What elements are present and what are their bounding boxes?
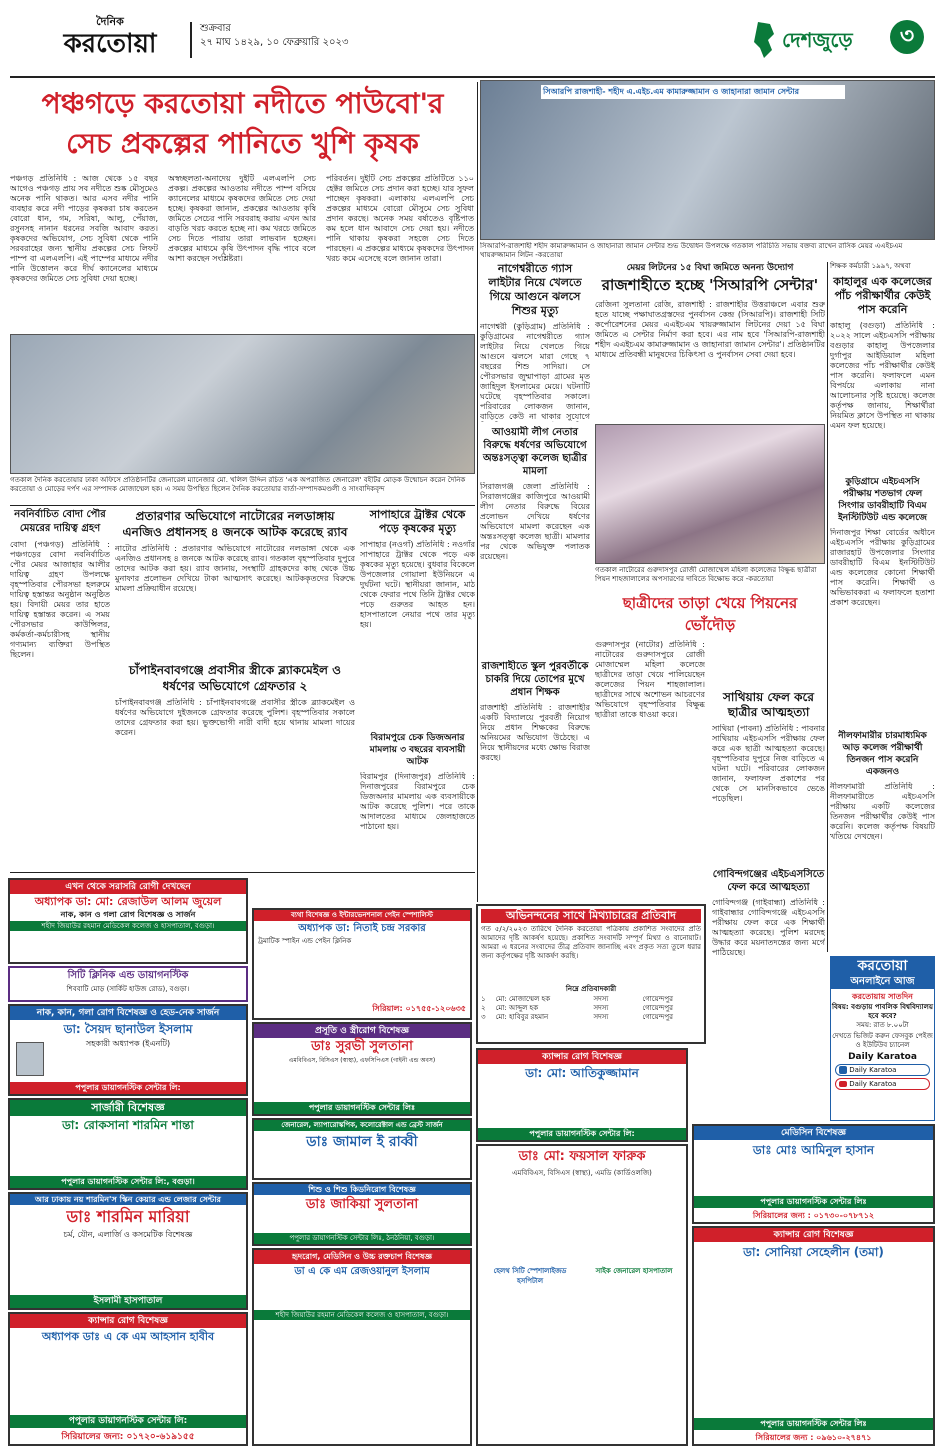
gas-body: নাগেশ্বরী (কুড়িগ্রাম) প্রতিনিধি : কুড়িগ্রামের নাগেশ্বরীতে গ্যাস লাইটার নিয়ে খেলতে গিয়ে আগুনে ঝলসে মারা গেছে ৭ বছরের শিশু সাদিয়া। সে পৌরসভার জুম্মাপাড়া গ্রামের মৃত জাহিদুল ইসলামের মেয়ে। ঘটনাটি ঘটেছে বৃহস্পতিবার সকালে। পরিবারের লোকজন জানান, বাড়িতে কেউ না থাকার সুযোগে bbox=[480, 322, 590, 421]
nilphamari-body: নীলফামারী প্রতিনিধি : নীলফামারীতে এইচএসসি পরীক্ষায় একটি কলেজের তিনজন পরীক্ষার্থীর কেউই পাস করেনি। কলেজ কর্তৃপক্ষ বিষয়টি খতিয়ে দেখছেন। bbox=[830, 782, 935, 841]
ad-specialty: চর্ম, যৌন, এলার্জি ও কসমেটিক বিশেষজ্ঞ bbox=[63, 1230, 193, 1239]
online-brand: Daily Karatoa bbox=[848, 1052, 917, 1062]
chapai-headline: চাঁপাইনবাবগঞ্জে প্রবাসীর স্ত্রীকে ব্ল্যাকমেইল ও ধর্ষণের অভিযোগে গ্রেফতার ২ bbox=[129, 663, 341, 693]
youtube-icon bbox=[839, 1081, 847, 1087]
protest-body: গত ৫/২/২০২৩ তারিখে দৈনিক করতোয়া পত্রিকায় প্রকাশিত সংবাদের প্রতি আমাদের দৃষ্টি আকর্ষণ হয়েছে। প্রকাশিত সংবাদটি সম্পূর্ণ মিথ্যা ও বানোয়াট। আমরা এ ধরনের সংবাদের তীব্র প্রতিবাদ জানাচ্ছি এবং প্রকৃত সত্য তুলে ধরার জন্য কর্তৃপক্ষের দৃষ্টি আকর্ষণ করছি। bbox=[481, 925, 701, 960]
ad-phone: সিরিয়ালের জন্য : ০১৭৩০-০৭৮৭১২ bbox=[752, 1211, 875, 1220]
ad-header: জেনারেল, ল্যাপারোস্কপিক, কলোরেক্টাল এন্ড ব্রেস্ট সার্জন bbox=[254, 1120, 470, 1131]
ad-doctor-name: অধ্যাপক ডা: নিতাই চন্দ্র সরকার bbox=[298, 923, 426, 934]
ad-doctor-name: ডা: সৈয়দ ছানাউল ইসলাম bbox=[63, 1022, 193, 1036]
chapai-story bbox=[115, 662, 355, 842]
online-show: করতোয়ায় সাতদিন bbox=[852, 992, 913, 1001]
facebook-icon bbox=[839, 1066, 847, 1074]
ad-degrees: এমবিবিএস, বিসিএস (স্বাস্থ্য), এমডি (কার্ডিওলজি) bbox=[512, 1169, 652, 1177]
teacher-story bbox=[480, 660, 590, 900]
lead-story bbox=[10, 84, 475, 330]
ad-dr-ahsan bbox=[8, 1312, 248, 1446]
ad-dr-aminul bbox=[692, 1124, 935, 1224]
lead-headline-1: পঞ্চগড়ে করতোয়া নদীতে পাউবো'র bbox=[41, 87, 444, 120]
kurigram-story bbox=[830, 476, 935, 726]
table-cell-name: মো: আব্দুল হক bbox=[495, 1004, 539, 1012]
ad-center: পপুলার ডায়াগনস্টিক সেন্টার লি:, বগুড়া। bbox=[10, 1176, 246, 1188]
facebook-link[interactable]: Daily Karatoa bbox=[835, 1064, 930, 1076]
book-launch-caption: গতকাল দৈনিক করতোয়ার ঢাকা অফিসে প্রতিষ্ঠানটির জেনারেল ম্যানেজার মো. খলিল উদ্দিন রচিত 'এক অপরাজিত জেনারেল' বইটির মোড়ক উন্মোচন করেন দৈনিক করতোয়া ও মোড়ের দর্পণ এর সম্পাদক মোজাম্মেল হক। এ সময় উপস্থিত ছিলেন দৈনিক করতোয়ার বার্তা-সম্পাদকমণ্ডলী ও সাংবাদিকবৃন্দ bbox=[10, 476, 466, 493]
ad-doctor-name: অধ্যাপক ডা: মো: রেজাউল আলম জুয়েল bbox=[34, 895, 222, 908]
lead-headline-2: সেচ প্রকল্পের পানিতে খুশি কৃষক bbox=[66, 127, 419, 160]
table-cell-name: মো: হাবিবুর রহমান bbox=[495, 1013, 549, 1021]
ad-dr-faisal bbox=[476, 1144, 688, 1446]
sathia-body: সাথিয়া (পাবনা) প্রতিনিধি : পাবনার সাথিয়ায় এইচএসসি পরীক্ষায় ফেল করে এক ছাত্রী আত্মহত্যা করেছে। বৃহস্পতিবার দুপুরে নিজ বাড়িতে এ ঘটনা ঘটে। পরিবারের লোকজন জানান, ফলাফল প্রকাশের পর থেকে সে মানসিকভাবে ভেঙে পড়েছিল। bbox=[712, 724, 825, 803]
ngo-headline: প্রতারণার অভিযোগে নাটোরের নলডাঙ্গায় এনজিও প্রধানসহ ৪ জনকে আটক করেছে র‌্যাব bbox=[122, 509, 348, 539]
table-cell-name: মো: মোজাম্মেল হক bbox=[495, 995, 551, 1003]
mayor-headline: নবনির্বাচিত বোদা পৌর মেয়রের দায়িত্ব গ্রহণ bbox=[14, 509, 106, 534]
ad-doctor-photo bbox=[16, 1042, 44, 1076]
ad-doctor-name: ডাঃ মো: ফয়সাল ফারুক bbox=[518, 1149, 646, 1164]
gobindo-headline: গোবিন্দগঞ্জের এইচএসসিতে ফেল করে আত্মহত্যা bbox=[712, 869, 825, 893]
ad-city-clinic bbox=[8, 966, 248, 1002]
section-badge bbox=[750, 18, 930, 62]
ad-place: শহীদ জিয়াউর রহমান মেডিকেল কলেজ ও হাসপাতাল, বগুড়া। bbox=[254, 1310, 470, 1320]
table-cell-no: ১ bbox=[481, 995, 486, 1003]
ad-dr-sharmin bbox=[8, 1192, 248, 1310]
online-time: সময়: রাত ৮.০০টা bbox=[856, 1021, 909, 1029]
ad-clinic-name: সিটি ক্লিনিক এন্ড ডায়াগনস্টিক bbox=[67, 970, 189, 981]
kahalu-credit: শিক্ষক কর্মচারী ১৯৯৭, অথবা bbox=[830, 262, 911, 270]
table-row bbox=[481, 1004, 701, 1013]
ad-dr-atiquz bbox=[476, 1048, 688, 1142]
kurigram-body: দিনাজপুর শিক্ষা বোর্ডের অধীনে এইচএসসি পরীক্ষায় কুড়িগ্রামের রাজারহাট উপজেলার সিংগার ডাবরীহাটি বিএম ইনস্টিটিউট এন্ড কলেজের কোনো শিক্ষার্থী পাস করেনি। শিক্ষার্থী ও অভিভাবকরা এ ফলাফলে হতাশা প্রকাশ করেছেন। bbox=[830, 528, 935, 607]
ad-dr-jamal bbox=[252, 1118, 472, 1180]
protest-photo bbox=[595, 424, 825, 564]
tractor-body: সাপাহার (নওগাঁ) প্রতিনিধি : নওগাঁর সাপাহারে ট্রাক্টর থেকে পড়ে এক কৃষকের মৃত্যু হয়েছে। বুধবার বিকেলে উপজেলার গোয়ালা ইউনিয়নে এ দুর্ঘটনা ঘটে। স্থানীয়রা জানান, মাঠ থেকে ফেরার পথে তিনি ট্রাক্টর থেকে পড়ে গুরুতর আহত হন। হাসপাতালে নেয়ার পথে তার মৃত্যু হয়। bbox=[360, 540, 475, 629]
ad-header: আর ঢাকায় নয় শারমিন'স স্কিন কেয়ার এন্ড লেজার সেন্টার bbox=[10, 1194, 246, 1205]
date-block bbox=[200, 22, 500, 62]
youtube-link[interactable]: Daily Karatoa bbox=[835, 1078, 930, 1090]
ad-header: ব্যথা বিশেষজ্ঞ ও ইন্টারভেনশনাল পেইন স্পেশালিস্ট bbox=[254, 910, 470, 921]
ad-doctor-name: ডাঃ মোঃ আমিনুল হাসান bbox=[752, 1143, 875, 1157]
ad-doctor-name: ডাঃ জাকিয়া সুলতানা bbox=[305, 1197, 419, 1212]
gas-headline: নাগেশ্বরীতে গ্যাস লাইটার নিয়ে খেলতে গিয়ে আগুনে ঝলসে শিশুর মৃত্যু bbox=[488, 262, 582, 317]
table-cell-role: সদস্য bbox=[593, 995, 609, 1003]
ad-header: শিশু ও শিশু কিডনিরোগ বিশেষজ্ঞ bbox=[254, 1184, 470, 1195]
logo bbox=[40, 16, 180, 66]
birampur-body: বিরামপুর (দিনাজপুর) প্রতিনিধি : দিনাজপুরের বিরামপুরে চেক ডিজঅনার মামলায় এক ব্যবসায়ীকে আটক করেছে পুলিশ। পরে তাকে আদালতের মাধ্যমে জেলহাজতে পাঠানো হয়। bbox=[360, 772, 475, 831]
logo-small: দৈনিক bbox=[96, 15, 124, 28]
ad-doctor-name: ডা এ কে এম রেজওয়ানুল ইসলাম bbox=[294, 1266, 430, 1277]
ad-dr-sanaul bbox=[8, 1004, 248, 1096]
ad-specialty: নাক, কান ও গলা রোগ বিশেষজ্ঞ ও সার্জন bbox=[60, 910, 196, 919]
awami-headline: আওয়ামী লীগ নেতার বিরুদ্ধে ধর্ষণের অভিযোগে অন্তঃসত্ত্বা কলেজ ছাত্রীর মামলা bbox=[482, 427, 588, 477]
crp-story bbox=[595, 262, 825, 422]
ad-header: ক্যান্সার রোগ বিশেষজ্ঞ bbox=[694, 1228, 933, 1242]
table-cell-place: গোয়েন্দপুর bbox=[642, 1004, 673, 1012]
ad-degrees: এমবিবিএস, বিসিএস (স্বাস্থ্য), এফসিপিএস (গাইনী এন্ড অবস) bbox=[288, 1057, 436, 1064]
photo-caption: সিআরপি-রাজশাহী শহীদ কামারুজ্জামান ও জাহানারা জামান সেন্টার শুভ উদ্বোধন উপলক্ষে গতকাল পরিচিতি সভায় বক্তব্য রাখেন রাসিক মেয়র এএইচএম খায়রুজ্জামান লিটন -করতোয়া bbox=[480, 242, 903, 259]
ad-center: পপুলার ডায়াগনস্টিক সেন্টার লিঃ, ঠনঠনিয়া, বগুড়া। bbox=[254, 1233, 470, 1244]
ad-dr-zakia bbox=[252, 1182, 472, 1246]
page-number: ৩ bbox=[890, 20, 924, 54]
lead-col-3: পরিবর্তন। দুইটি সেচ প্রকল্পের প্রতিটিতে ১১০ হেক্টর জমিতে সেচ প্রদান করা হচ্ছে। যার সুফল পাচ্ছেন কৃষকরা। এলাকায় এলএলপি সেচ প্রকল্পের মাধ্যমে বোরো মৌসুমে সেচ সুবিধা প্রদান করছে। অনেক সময় বর্ষাতেও বৃষ্টিপাত কম হলে ধান আবাদে সেচ দেয়া হয়। নদীতে পানি থাকায় কৃষকরা সহজে সেচ দিতে পারছেন। এ প্রকল্পের মাধ্যমে কৃষকদের উৎপাদন খরচ কমে এসেছে বলে জানান তারা। bbox=[326, 174, 474, 263]
gas-story bbox=[480, 262, 590, 422]
ad-center: পপুলার ডায়াগনস্টিক সেন্টার লিঃ bbox=[694, 1418, 933, 1430]
awami-body: সিরাজগঞ্জ জেলা প্রতিনিধি : সিরাজগঞ্জের কাজিপুরে আওয়ামী লীগ নেতার বিরুদ্ধে বিয়ের প্রলোভন দেখিয়ে ধর্ষণের অভিযোগে মামলা করেছেন এক অন্তঃসত্ত্বা কলেজ ছাত্রী। মামলার পর থেকে অভিযুক্ত পলাতক রয়েছেন। bbox=[480, 482, 590, 561]
ad-dr-surovi bbox=[252, 1022, 472, 1116]
kurigram-headline: কুড়িগ্রামে এইচএসসি পরীক্ষায় শতভাগ ফেল সিংগার ডাবরীহাটি বিএম ইনস্টিটিউট এন্ড কলেজে bbox=[838, 477, 927, 523]
awami-story bbox=[480, 426, 590, 656]
mayor-body: বোদা (পঞ্চগড়) প্রতিনিধি : পঞ্চগড়ের বোদা নবনির্বাচিত পৌর মেয়র আজাহার আলীর দায়িত্ব গ্রহণ উপলক্ষে বৃহস্পতিবার পৌরসভা হলরুমে দায়িত্ব হস্তান্তর অনুষ্ঠান অনুষ্ঠিত হয়। বিদায়ী মেয়র তার হাতে দায়িত্ব হস্তান্তর করেন। এ সময় পৌরসভার কাউন্সিলর, কর্মকর্তা-কর্মচারীসহ স্থানীয় গণ্যমান্য ব্যক্তিরা উপস্থিত ছিলেন। bbox=[10, 540, 110, 659]
chapai-body: চাঁপাইনবাবগঞ্জ প্রতিনিধি : চাঁপাইনবাবগঞ্জে প্রবাসীর স্ত্রীকে ব্ল্যাকমেইল ও ধর্ষণের অভিযোগে দুইজনকে গ্রেফতার করেছে পুলিশ। বৃহস্পতিবার সকালে তাদের গ্রেফতার করা হয়। ভুক্তভোগী নারী বাদী হয়ে থানায় মামলা দায়ের করেন। bbox=[115, 698, 355, 737]
ad-dr-roksana bbox=[8, 1098, 248, 1190]
ad-dr-rezwanul bbox=[252, 1248, 472, 1446]
crp-headline: রাজশাহীতে হচ্ছে 'সিআরপি সেন্টার' bbox=[601, 276, 819, 294]
section-title: দেশজুড়ে bbox=[782, 28, 853, 52]
ad-doctor-name: ডা: মো: আতিকুজ্জামান bbox=[525, 1066, 639, 1080]
ad-dr-nitai bbox=[252, 908, 472, 1020]
ad-center: পপুলার ডায়াগনস্টিক সেন্টার লি: bbox=[478, 1128, 686, 1140]
ad-header: মেডিসিন বিশেষজ্ঞ bbox=[694, 1126, 933, 1140]
ad-header: নাক, কান, গলা রোগ বিশেষজ্ঞ ও হেড-নেক সার্জন bbox=[10, 1006, 246, 1020]
ad-phone: সিরিয়ালের জন্য : ০৯৬১০-২৭৪৭১ bbox=[755, 1433, 872, 1442]
online-box bbox=[830, 956, 935, 1121]
date: ২৭ মাঘ ১৪২৯, ১০ ফেব্রুয়ারি ২০২৩ bbox=[200, 37, 349, 48]
protest-photo-caption: গতকাল নাটোরের গুরুদাসপুর রোজী মোজাম্মেল মহিলা কলেজের বিক্ষুব্ধ ছাত্রীরা পিয়ন শাহজালালের অপসারণের দাবিতে বিক্ষোভ করে -করতোয়া bbox=[595, 566, 817, 583]
ad-dr-rezaul bbox=[8, 878, 248, 964]
lead-col-1: পঞ্চগড় প্রতিনিধি : আজ থেকে ১৫ বছর আগেও পঞ্চগড় প্রায় সব নদীতে শুষ্ক মৌসুমেও অনেক পানি থাকত। আর এসব নদীর পানি ব্যবহার করে নদী পাড়ের কৃষকরা চাষ করতেন বোরো ধান, গম, সরিষা, আলু, পেঁয়াজ, রসুনসহ নানান ধরনের সবজি আবাদ করত। কৃষকদের অভিযোগ, সেচ সুবিধা থেকে পানি সরবরাহের জন্য স্থানীয় প্রকল্পের সেচ লিফট পাম্প বা এলএলপি। এই পাম্পের মাধ্যমে নদীর পানি উত্তোলন করে দীর্ঘ ক্যানেলের মাধ্যমে কৃষকদের জমিতে সেচ সুবিধা দেয়া হচ্ছে। bbox=[10, 174, 158, 283]
tractor-headline: সাপাহারে ট্রাক্টর থেকে পড়ে কৃষকের মৃত্যু bbox=[369, 508, 466, 535]
ad-center: পপুলার ডায়াগনস্টিক সেন্টার লি: bbox=[10, 1415, 246, 1428]
table-cell-place: গোয়েন্দপুর bbox=[642, 995, 673, 1003]
ad-dr-sonia bbox=[692, 1226, 935, 1446]
ad-header: প্রসূতি ও স্ত্রীরোগ বিশেষজ্ঞ bbox=[254, 1024, 470, 1038]
ad-title: সহকারী অধ্যাপক (ইএনটি) bbox=[85, 1039, 171, 1048]
ad-header: সার্জারী বিশেষজ্ঞ bbox=[10, 1100, 246, 1116]
table-cell-place: গোয়েন্দপুর bbox=[642, 1013, 673, 1021]
mayor-story bbox=[10, 508, 110, 868]
lead-col-2: অস্বচ্ছলতা-অনাদেয় দুইটি এলএলপি সেচ প্রকল্প। প্রকল্পের আওতায় নদীতে পাম্প বসিয়ে ক্যানেলের মাধ্যমে কৃষকদের জমিতে সেচ দেয়া হচ্ছে। কৃষকরা জানান, প্রকল্পের আওতায় কৃষি জমিতে সেচের পানি সরবরাহ করায় এখন আর বাড়তি খরচ করতে হচ্ছে না। কম খরচে জমিতে সেচ দিতে পারায় তারা লাভবান হচ্ছেন। প্রকল্পের মাধ্যমে কৃষি উৎপাদন বৃদ্ধি পাবে বলে আশা করছেন সংশ্লিষ্টরা। bbox=[168, 174, 316, 263]
sathia-headline: সাথিয়ায় ফেল করে ছাত্রীর আত্মহত্যা bbox=[723, 690, 814, 719]
ad-phone: সিরিয়াল: ০১৭৫৫-১২০৬৩৫ bbox=[372, 1004, 466, 1013]
table-cell-no: ২ bbox=[481, 1004, 486, 1012]
kahalu-story bbox=[830, 262, 935, 472]
ad-footer: ইসলামী হাসপাতাল bbox=[10, 1295, 246, 1308]
ad-center: ট্রমাটিক স্পাইন এন্ড পেইন ক্লিনিক bbox=[258, 937, 352, 945]
ad-doctor-name: ডাঃ শারমিন মারিয়া bbox=[66, 1207, 190, 1226]
kahalu-body: কাহালু (বগুড়া) প্রতিনিধি : ২০২২ সালে এইচএসসি পরীক্ষায় বগুড়ার কাহালু উপজেলার দুর্গাপুর আইডিয়াল মহিলা কলেজের পাঁচ পরীক্ষার্থীর কেউই পাস করেনি। ফলাফলে এমন বিপর্যয়ে এলাকায় নানা আলোচনার সৃষ্টি হয়েছে। কলেজ কর্তৃপক্ষ জানায়, শিক্ষার্থীরা নিয়মিত ক্লাসে উপস্থিত না থাকায় এমন ফল হয়েছে। bbox=[830, 321, 935, 430]
event-photo bbox=[480, 80, 935, 240]
top-photo-block bbox=[480, 80, 935, 260]
ad-header: ক্যান্সার রোগ বিশেষজ্ঞ bbox=[10, 1314, 246, 1328]
ad-place: শহীদ জিয়াউর রহমান মেডিকেল কলেজ ও হাসপাতাল, বগুড়া। bbox=[10, 921, 246, 931]
kahalu-headline: কাহালুর এক কলেজের পাঁচ পরীক্ষার্থীর কেউই পাস করেনি bbox=[833, 275, 932, 316]
table-cell-role: সদস্য bbox=[593, 1004, 609, 1012]
ad-phone: সিরিয়ালের জন্য: ০১৭২০-৬১৯১৫৫ bbox=[61, 1432, 195, 1442]
ad-header: হৃদরোগ, মেডিসিন ও উচ্চ রক্তচাপ বিশেষজ্ঞ bbox=[254, 1250, 470, 1264]
ad-doctor-name: ডাঃ সুরভী সুলতানা bbox=[311, 1039, 413, 1054]
ad-doctor-name: অধ্যাপক ডাঃ এ কে এম আহসান হাবীব bbox=[41, 1330, 215, 1343]
birampur-headline: বিরামপুরে চেক ডিজঅনার মামলায় ৩ বছরের ব্যবসায়ী আটক bbox=[369, 733, 466, 767]
weekday: শুক্রবার bbox=[200, 23, 231, 34]
peon-headline: ছাত্রীদের তাড়া খেয়ে পিয়নের ভোঁদৌড় bbox=[622, 594, 798, 634]
ad-header: ক্যান্সার রোগ বিশেষজ্ঞ bbox=[478, 1050, 686, 1064]
online-topic: বিষয়: বগুড়ায় পাবলিক বিশ্ববিদ্যালয় হবে কবে? bbox=[832, 1003, 933, 1020]
masthead bbox=[0, 0, 945, 80]
gobindo-body: গোবিন্দগঞ্জ (গাইবান্ধা) প্রতিনিধি : গাইবান্ধার গোবিন্দগঞ্জে এইচএসসি পরীক্ষায় ফেল করে এক শিক্ষার্থী আত্মহত্যা করেছে। পুলিশ মরদেহ উদ্ধার করে ময়নাতদন্তের জন্য মর্গে পাঠিয়েছে। bbox=[712, 898, 825, 957]
online-subtitle: অনলাইনে আজ bbox=[831, 975, 934, 989]
protest-table bbox=[481, 995, 701, 1022]
banner-title: সিআরপি রাজশাহী- শহীদ এ.এইচ.এম কামারুজ্জামান ও জাহানারা জামান সেন্টার bbox=[541, 85, 845, 99]
nilphamari-headline: নীলফামারীর চারমাধ্যমিক আড় কলেজ পরীক্ষার্থী তিনজন পাস করেনি একজনও bbox=[838, 731, 927, 777]
protest-notice bbox=[476, 904, 706, 1044]
tractor-story bbox=[360, 508, 475, 728]
gobindo-story bbox=[712, 868, 825, 1038]
ad-doctor-name: ডাঃ জামাল ই রাব্বী bbox=[306, 1134, 418, 1150]
ngo-body: নাটোর প্রতিনিধি : প্রতারণার অভিযোগে নাটোরের নলডাঙ্গা থেকে এক এনজিও প্রধানসহ ৪ জনকে আটক করেছে র‌্যাব। গতকাল বৃহস্পতিবার দুপুরে তাদের আটক করা হয়। র‌্যাব জানায়, সংস্থাটি গ্রাহকদের কাছ থেকে উচ্চ মুনাফার প্রলোভন দেখিয়ে টাকা আত্মসাৎ করেছে। আটককৃতদের বিরুদ্ধে মামলা প্রক্রিয়াধীন রয়েছে। bbox=[115, 544, 355, 593]
online-note: দেখতে ভিজিট করুন ফেসবুক পেইজ ও ইউটিউব চ্যানেল bbox=[832, 1032, 933, 1049]
sathia-story bbox=[712, 690, 825, 860]
teacher-body: রাজশাহী প্রতিনিধি : রাজশাহীর একটি বিদ্যালয়ে পুরবর্তী নিয়োগ নিয়ে প্রধান শিক্ষকের বিরুদ্ধে অনিয়মের অভিযোগ উঠেছে। এ নিয়ে স্থানীয়দের মধ্যে ক্ষোভ বিরাজ করছে। bbox=[480, 703, 590, 762]
table-row bbox=[481, 995, 701, 1004]
ad-hospital-left: হেলথ সিটি স্পেশালাইজড হসপিটাল bbox=[493, 1267, 567, 1285]
birampur-story bbox=[360, 732, 475, 902]
ngo-story bbox=[115, 508, 355, 658]
ad-doctor-name: ডা: সোনিয়া সেহেলীন (তমা) bbox=[743, 1245, 884, 1259]
ad-center: পপুলার ডায়াগনস্টিক সেন্টার লিঃ bbox=[254, 1102, 470, 1114]
crp-body: রেজিনা সুলতানা রেজি, রাজশাহী : রাজশাহীর উত্তরাঞ্চলে এবার শুরু হতে যাচ্ছে পক্ষাঘাতগ্রস্তদের পুনর্বাসন কেন্দ্র (সিআরপি)। রাজশাহী সিটি কর্পোরেশনের মেয়র এএইচএম খায়রুজ্জামান লিটনের দেয়া ১৫ বিঘা জমিতে এ সেন্টার নির্মাণ করা হবে। এর নাম হবে 'সিআরপি-রাজশাহী শহীদ এএইচএম কামারুজ্জামান ও জাহানারা জামান সেন্টার'। প্রতিষ্ঠানটির মাধ্যমে প্রতিবন্ধী মানুষদের চিকিৎসা ও পুনর্বাসন সেবা দেয়া হবে। bbox=[595, 300, 825, 359]
book-launch-photo bbox=[10, 334, 475, 474]
logo-main: করতোয়া bbox=[63, 29, 157, 59]
protest-headline: অভিনন্দনের সাথে মিথ্যাচারের প্রতিবাদ bbox=[481, 909, 701, 923]
bangladesh-map-icon bbox=[750, 20, 778, 60]
ad-hospital-right: সাইক জেনারেল হাসপাতাল bbox=[595, 1267, 673, 1275]
ad-header: এখন থেকে সরাসরি রোগী দেখছেন bbox=[10, 880, 246, 894]
teacher-headline: রাজশাহীতে স্কুল পুরবর্তীকে চাকরি দিয়ে তোপের মুখে প্রধান শিক্ষক bbox=[481, 661, 589, 698]
table-cell-no: ৩ bbox=[481, 1013, 486, 1021]
nilphamari-story bbox=[830, 730, 935, 950]
table-cell-role: সদস্য bbox=[593, 1013, 609, 1021]
table-row bbox=[481, 1013, 701, 1022]
ad-center: পপুলার ডায়াগনস্টিক সেন্টার লি: bbox=[10, 1082, 246, 1094]
protest-table-title: নিম্নে প্রতিবাদকারী bbox=[565, 985, 617, 993]
ad-doctor-name: ডা: রোকসানা শারমিন শান্তা bbox=[62, 1118, 194, 1132]
peon-body: গুরুদাসপুর (নাটোর) প্রতিনিধি : নাটোরের গুরুদাসপুরে রোজী মোজাম্মেল মহিলা কলেজে ছাত্রীদের তাড়া খেয়ে পালিয়েছেন কলেজের পিয়ন শাহজালাল। ছাত্রীদের সাথে অশোভন আচরণের অভিযোগে বৃহস্পতিবার বিক্ষুব্ধ ছাত্রীরা তাকে ধাওয়া করে। bbox=[595, 640, 705, 719]
ad-center: পপুলার ডায়াগনস্টিক সেন্টার লিঃ bbox=[694, 1196, 933, 1208]
crp-kicker: মেয়র লিটনের ১৫ বিঘা জমিতে অনন্য উদ্যোগ bbox=[626, 263, 794, 273]
online-title: করতোয়া bbox=[831, 957, 934, 975]
ad-clinic-address: শিববাটি মোড় (সার্কিট হাউজ রোড), বগুড়া। bbox=[66, 985, 190, 993]
